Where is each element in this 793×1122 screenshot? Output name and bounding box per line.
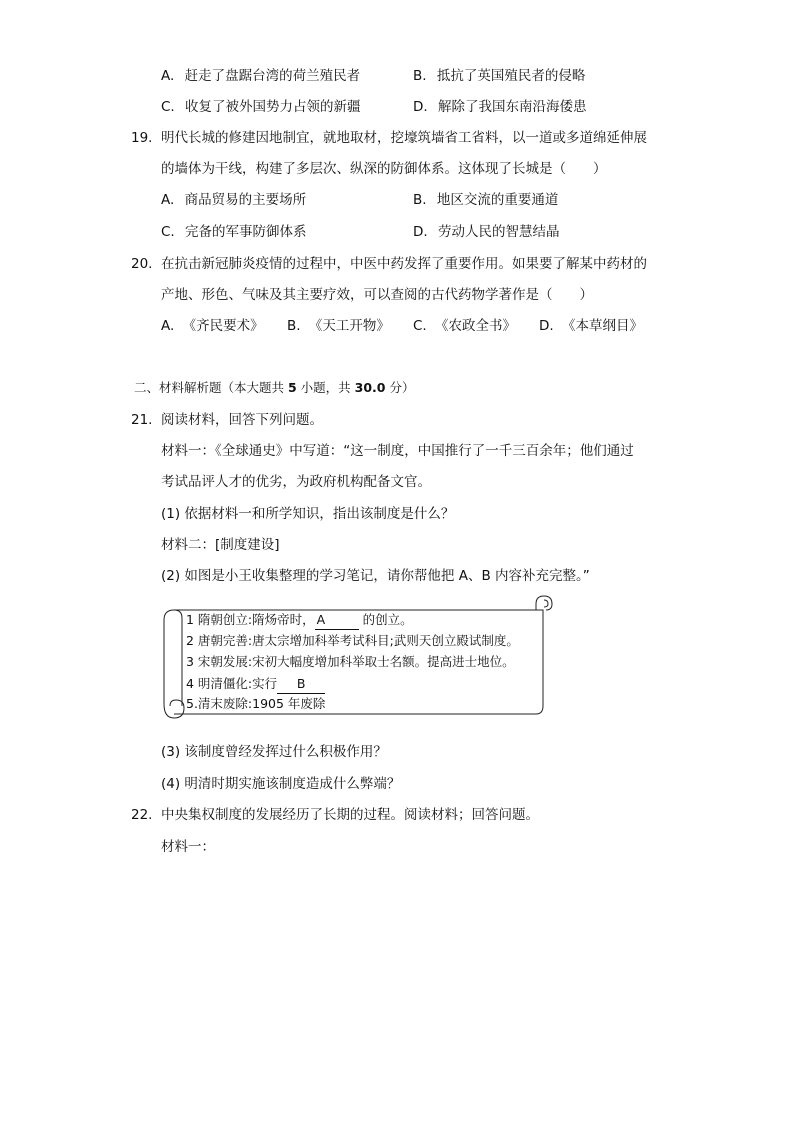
q18-option-a: A. 赶走了盘踞台湾的荷兰殖民者 bbox=[161, 68, 361, 84]
q19-stem-line1: 明代长城的修建因地制宜，就地取材，挖壕筑墙省工省料，以一道或多道绵延伸展 bbox=[161, 130, 647, 146]
blank-b: B bbox=[277, 675, 325, 694]
q22-number: 22. bbox=[131, 807, 153, 823]
q19-option-a: A. 商品贸易的主要场所 bbox=[161, 192, 307, 208]
q21-material1-line2: 考试品评人才的优劣，为政府机构配备文官。 bbox=[161, 474, 431, 490]
q18-option-d: D. 解除了我国东南沿海倭患 bbox=[413, 99, 587, 115]
q18-option-c: C. 收复了被外国势力占领的新疆 bbox=[161, 99, 361, 115]
q20-stem-line2: 产地、形色、气味及其主要疗效，可以查阅的古代药物学著作是（ ） bbox=[161, 287, 593, 303]
q21-number: 21. bbox=[131, 412, 153, 428]
q21-subquestion-4: (4) 明清时期实施该制度造成什么弊端？ bbox=[161, 776, 401, 792]
q19-stem-line2: 的墙体为干线，构建了多层次、纵深的防御体系。这体现了长城是（ ） bbox=[161, 161, 607, 177]
blank-a: A bbox=[315, 611, 359, 630]
note-line-2: 2 唐朝完善:唐太宗增加科举考试科目;武则天创立殿试制度。 bbox=[186, 633, 519, 648]
q21-subquestion-3: (3) 该制度曾经发挥过什么积极作用？ bbox=[161, 744, 387, 760]
q21-material2: 材料二：[制度建设] bbox=[161, 537, 280, 553]
q20-option-d: D. 《本草纲目》 bbox=[539, 318, 643, 334]
q20-stem-line1: 在抗击新冠肺炎疫情的过程中，中医中药发挥了重要作用。如果要了解某中药材的 bbox=[161, 256, 647, 272]
q19-option-b: B. 地区交流的重要通道 bbox=[413, 192, 559, 208]
note-line-3: 3 宋朝发展:宋初大幅度增加科举取士名额。提高进士地位。 bbox=[186, 654, 515, 669]
note-line-1: 1 隋朝创立:隋炀帝时， A 的创立。 bbox=[186, 611, 413, 630]
q19-option-d: D. 劳动人民的智慧结晶 bbox=[413, 224, 560, 240]
q19-number: 19. bbox=[131, 130, 153, 146]
q20-option-a: A. 《齐民要术》 bbox=[161, 318, 264, 334]
q20-number: 20. bbox=[131, 256, 153, 272]
study-note-scroll bbox=[160, 594, 556, 720]
q22-stem: 中央集权制度的发展经历了长期的过程。阅读材料；回答问题。 bbox=[161, 807, 539, 823]
q20-option-b: B. 《天工开物》 bbox=[287, 318, 390, 334]
q22-material1: 材料一： bbox=[161, 839, 215, 855]
q21-stem: 阅读材料，回答下列问题。 bbox=[161, 412, 323, 428]
section-heading: 二、材料解析题（本大题共 5 小题，共 30.0 分） bbox=[134, 380, 415, 395]
q21-subquestion-2: (2) 如图是小王收集整理的学习笔记，请你帮他把 A、B 内容补充完整。” bbox=[161, 568, 590, 584]
q21-material1-line1: 材料一：《全球通史》中写道：“这一制度，中国推行了一千三百余年；他们通过 bbox=[161, 443, 634, 459]
q19-option-c: C. 完备的军事防御体系 bbox=[161, 224, 307, 240]
q18-option-b: B. 抵抗了英国殖民者的侵略 bbox=[413, 68, 586, 84]
q21-subquestion-1: (1) 依据材料一和所学知识，指出该制度是什么？ bbox=[161, 506, 455, 522]
q20-option-c: C. 《农政全书》 bbox=[413, 318, 517, 334]
note-line-5: 5.清末废除:1905 年废除 bbox=[186, 696, 326, 711]
note-line-4: 4 明清僵化:实行 B bbox=[186, 675, 325, 694]
